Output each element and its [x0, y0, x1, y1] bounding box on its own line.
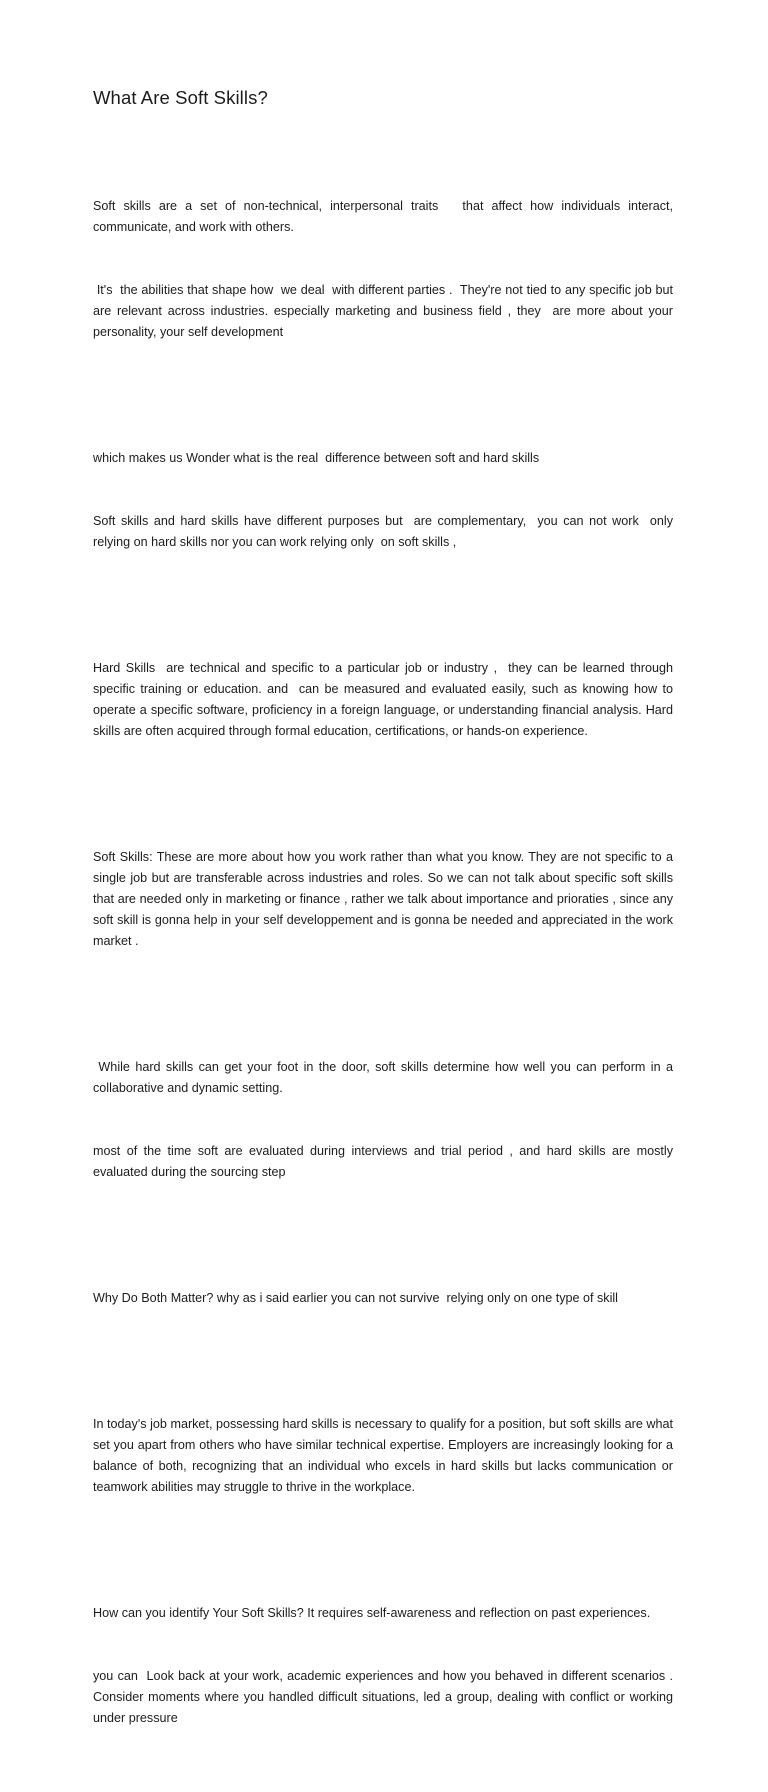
paragraph-line: Why Do Both Matter? why as i said earlier you can not survive relying only on one type of skill — [93, 1291, 618, 1305]
paragraph-line: Soft skills are a set of non-technical, interpersonal traits that affect how individuals interact, communicate, and work with others. — [93, 199, 677, 234]
paragraph-line: How can you identify Your Soft Skills? It requires self-awareness and reflection on past experiences. — [93, 1606, 651, 1620]
paragraph-soft-skills — [93, 805, 677, 994]
paragraph-line: which makes us Wonder what is the real difference between soft and hard skills — [93, 451, 540, 465]
paragraph-line: Hard Skills are technical and specific to a particular job or industry , they can be learned through specific training or education. and can be measured and evaluated easily, such as knowing how to operate a specific software, proficiency in a foreign language, or understanding financial analysis. Hard skills are often acquired through formal education, certifications, or hands-on experience. — [93, 661, 677, 738]
paragraph-line: you can Look back at your work, academic experiences and how you behaved in different scenarios . Consider moments where you handled difficult situations, led a group, dealing with conflict or working under pressure — [93, 1669, 677, 1725]
paragraph-intro — [93, 154, 677, 385]
paragraph-line: While hard skills can get your foot in the door, soft skills determine how well you can perform in a collaborative and dynamic setting. — [93, 1060, 677, 1095]
paragraph-job-market — [93, 1372, 677, 1540]
paragraph-comparison — [93, 1015, 677, 1225]
paragraph-difference — [93, 406, 677, 595]
document-title: What Are Soft Skills? — [93, 87, 268, 108]
paragraph-why-both — [93, 1246, 673, 1351]
paragraph-line: It's the abilities that shape how we deal with different parties . They're not tied to any specific job but are relevant across industries. especially marketing and business field , they are more about your personality, your self development — [93, 283, 677, 339]
paragraph-line: Soft skills and hard skills have different purposes but are complementary, you can not work only relying on hard skills nor you can work relying only on soft skills , — [93, 514, 677, 549]
paragraph-line: most of the time soft are evaluated during interviews and trial period , and hard skills are mostly evaluated during the sourcing step — [93, 1144, 677, 1179]
paragraph-line: Soft Skills: These are more about how you work rather than what you know. They are not specific to a single job but are transferable across industries and roles. So we can not talk about specific soft skills that are needed only in marketing or finance , rather we talk about importance and prioraties , since any soft skill is gonna help in your self developpement and is gonna be needed and appreciated in the work market . — [93, 850, 677, 948]
paragraph-hard-skills — [93, 616, 677, 784]
paragraph-line: In today's job market, possessing hard skills is necessary to qualify for a position, but soft skills are what set you apart from others who have similar technical expertise. Employers are increasingly looking for a balance of both, recognizing that an individual who excels in hard skills but lacks communication or teamwork abilities may struggle to thrive in the workplace. — [93, 1417, 677, 1494]
document-page — [93, 86, 677, 1792]
paragraph-identify — [93, 1561, 677, 1771]
